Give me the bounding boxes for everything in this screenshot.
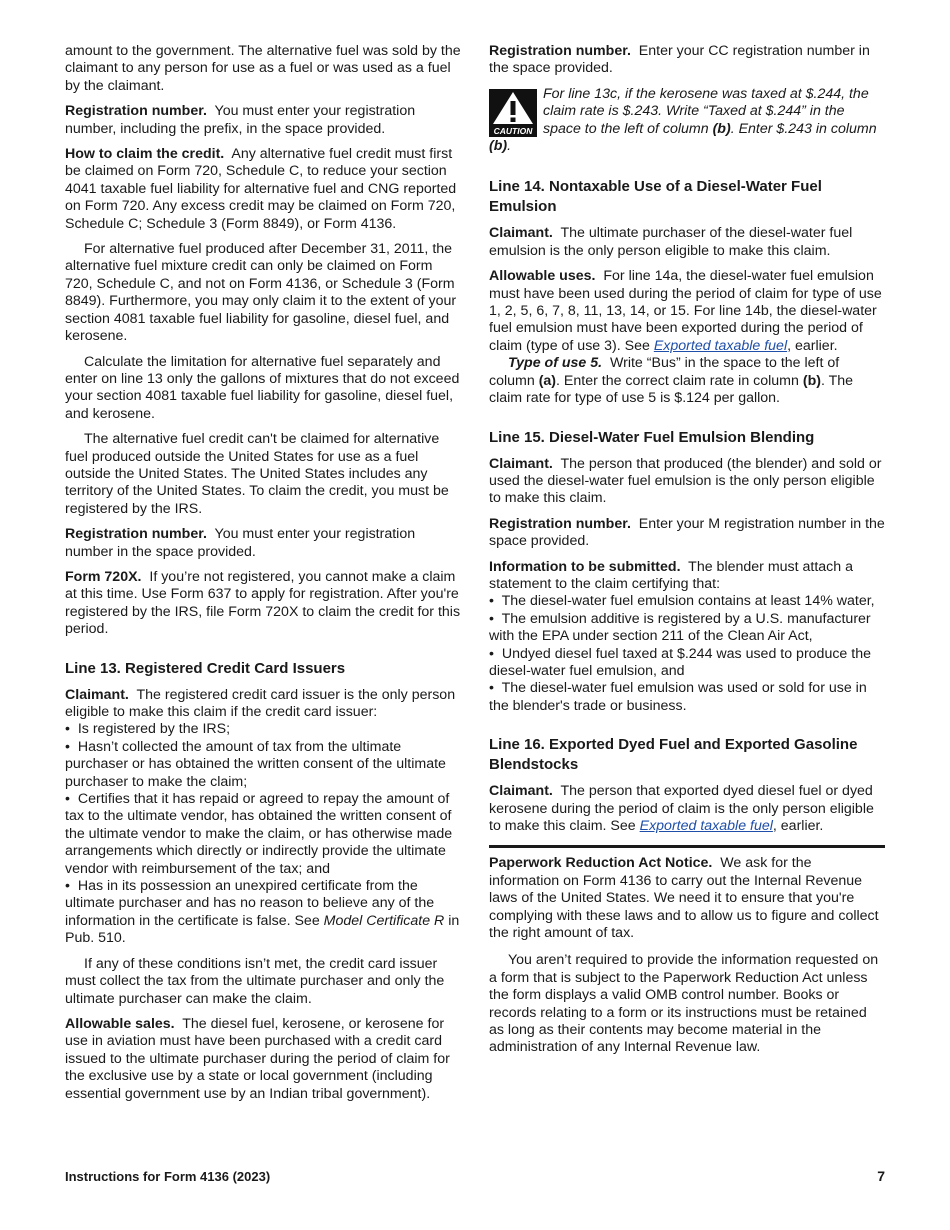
how-to-claim-paragraph <box>65 146 462 233</box>
section-heading-line-15: Line 15. Diesel-Water Fuel Emulsion Blending <box>489 428 815 446</box>
paragraph-text: We ask for the information on Form 4136 to carry out the Internal Revenue laws of the United States. We need it to ensure that you're complying with these laws and to allow us to figure and collect the right amount of tax. <box>489 855 879 942</box>
left-column <box>65 43 462 1111</box>
claimant-paragraph <box>489 783 885 835</box>
column-ref: (b) <box>489 138 508 155</box>
allowable-uses-paragraph <box>489 268 885 355</box>
bullet-text: Is registered by the IRS; <box>77 721 231 738</box>
page-number: 7 <box>877 1168 885 1184</box>
run-in-heading: Paperwork Reduction Act Notice. <box>489 855 713 872</box>
model-certificate-reference: Model Certificate R <box>323 912 445 929</box>
paragraph-text: The person that produced (the blender) and sold or used the diesel-water fuel emulsion is the only person eligible to make this claim. <box>489 455 882 507</box>
paragraph-text: Write “Bus” in the space to the left of column <box>489 355 840 389</box>
paragraph: If any of these conditions isn’t met, the credit card issuer must collect the tax from the ultimate purchaser and only the ultimate purchaser can make the claim. <box>65 955 445 1007</box>
paragraph: The alternative fuel credit can't be claimed for alternative fuel produced outside the United States for use as a fuel outside the United States. The United States includes any territory of the United States. To claim the credit, you must be registered by the IRS. <box>65 431 449 517</box>
information-paragraph <box>489 559 885 716</box>
bullet-text: Undyed diesel fuel taxed at $.244 was used to produce the diesel-water fuel emulsion, and <box>489 645 871 679</box>
right-column <box>489 43 885 1065</box>
paragraph-text: , earlier. <box>772 818 824 834</box>
section-divider <box>489 845 885 848</box>
paragraph-text: You must enter your registration number in the space provided. <box>65 526 416 560</box>
claimant-paragraph <box>65 687 462 948</box>
run-in-heading: Claimant. <box>65 686 129 703</box>
run-in-heading: Claimant. <box>489 225 553 242</box>
paragraph-text: You must enter your registration number, including the prefix, in the space provided. <box>65 103 416 137</box>
bullet-item: • Has in its possession an unexpired certificate from the ultimate purchaser and has no reason to believe any of the information in the certificate is false. See Model Certificate R in Pub. 510. <box>65 878 460 947</box>
paragraph-text: Any alternative fuel credit must first be claimed on Form 720, Schedule C, to reduce your section 4041 taxable fuel liability for alternative fuel and CNG reported on Form 720. Any excess credit may be claimed on Form 720, Schedule C; Schedule 3 (Form 8849), or Form 4136. <box>65 146 457 232</box>
paragraph-text: . The claim rate for type of use 5 is $.124 per gallon. <box>489 372 854 407</box>
caution-text: . <box>507 138 512 155</box>
registration-paragraph <box>489 516 885 551</box>
caution-icon <box>489 89 537 137</box>
bullet-item: • Is registered by the IRS; <box>65 721 231 738</box>
exported-taxable-fuel-link[interactable]: Exported taxable fuel <box>653 337 788 354</box>
paragraph-text: The blender must attach a statement to the claim certifying that: <box>489 558 853 592</box>
bullet-text: Has in its possession an unexpired certificate from the ultimate purchaser and has no reason to believe any of the information in the certificate is false. See <box>65 878 435 929</box>
section-heading-line-16: Line 16. Exported Dyed Fuel and Exported Gasoline Blendstocks <box>489 736 858 774</box>
caution-text: . Enter $.243 in column <box>730 120 877 137</box>
paragraph: For alternative fuel produced after December 31, 2011, the alternative fuel mixture credit can only be claimed on Form 720, Schedule C, and not on Form 4136, or Schedule 3 (Form 8849). Furthermore, you may only claim it to the extent of your section 4081 taxable fuel liability for gasoline, diesel fuel, and kerosene. <box>65 241 457 345</box>
run-in-heading: Allowable uses. <box>489 268 596 285</box>
bullet-item: • The diesel-water fuel emulsion was used or sold for use in the blender's trade or business. <box>489 680 867 714</box>
allowable-sales-paragraph <box>65 1016 462 1103</box>
bullet-text: Hasn’t collected the amount of tax from the ultimate purchaser or has obtained the written consent of the ultimate purchaser to make the claim; <box>65 738 446 790</box>
bullet-item: • Hasn’t collected the amount of tax from the ultimate purchaser or has obtained the written consent of the ultimate purchaser to make the claim; <box>65 738 446 790</box>
claimant-paragraph <box>489 456 885 508</box>
caution-note <box>489 86 885 156</box>
paragraph: Calculate the limitation for alternative fuel separately and enter on line 13 only the gallons of mixtures that do not exceed your section 4081 taxable fuel liability for gasoline, diesel fuel, and kerosene. <box>65 353 460 422</box>
column-ref: (b) <box>712 120 731 137</box>
paragraph-text: . Enter the correct claim rate in column <box>556 372 803 389</box>
bullet-text: Certifies that it has repaid or agreed to repay the amount of tax to the ultimate vendor, has obtained the written consent of the ultimate vendor to make the claim, or has otherwise made arrangements which directly or indirectly provide the ultimate vendor with reimbursement of the tax; and <box>65 791 453 877</box>
bullet-item: • Certifies that it has repaid or agreed to repay the amount of tax to the ultimate vendor, has obtained the written consent of the ultimate vendor to make the claim, or has otherwise made arrangements which directly or indirectly provide the ultimate vendor with reimbursement of the tax; and <box>65 791 453 877</box>
bullet-item: • The diesel-water fuel emulsion contains at least 14% water, <box>489 593 875 610</box>
column-ref: (b) <box>802 372 821 389</box>
claimant-paragraph <box>489 225 885 260</box>
paragraph-text: The diesel fuel, kerosene, or kerosene for use in aviation must have been purchased with a credit card issued to the ultimate purchaser during the period of claim for the exclusive use by a state or local government (including essential government use by an Indian tribal government). <box>65 1015 450 1102</box>
footer-title: Instructions for Form 4136 (2023) <box>65 1169 271 1184</box>
run-in-heading: Registration number. <box>65 103 207 120</box>
bullet-text: The diesel-water fuel emulsion contains at least 14% water, <box>501 593 875 610</box>
bullet-item: • Undyed diesel fuel taxed at $.244 was used to produce the diesel-water fuel emulsion, and <box>489 645 871 679</box>
bullet-item: • The emulsion additive is registered by a U.S. manufacturer with the EPA under section 211 of the Clean Air Act, <box>489 610 871 645</box>
paragraph-text: For line 14a, the diesel-water fuel emulsion must have been used during the period of claim for type of use 1, 2, 5, 6, 7, 8, 11, 13, 14, or 15. For line 14b, the diesel-water fuel emulsion must have been exported during the period of claim (type of use 3). See <box>489 268 882 354</box>
paragraph-text: The ultimate purchaser of the diesel-water fuel emulsion is the only person eligible to make this claim. <box>489 225 853 259</box>
paragraph-text: , earlier. <box>787 337 838 354</box>
bullet-text: The emulsion additive is registered by a U.S. manufacturer with the EPA under section 211 of the Clean Air Act, <box>489 610 871 645</box>
registration-paragraph <box>65 526 462 561</box>
registration-paragraph <box>489 43 885 78</box>
caution-icon-label: CAUTION <box>493 125 533 136</box>
run-in-heading: Claimant. <box>489 783 553 800</box>
run-in-heading: Form 720X. <box>65 568 142 585</box>
run-in-heading: Registration number. <box>489 515 631 532</box>
run-in-heading: Registration number. <box>65 526 207 543</box>
run-in-heading: Registration number. <box>489 43 631 59</box>
run-in-heading: Type of use 5. <box>508 355 603 372</box>
paragraph: amount to the government. The alternative fuel was sold by the claimant to any person for use as a fuel or was used as a fuel by the claimant. <box>65 43 461 94</box>
paragraph-text: The person that exported dyed diesel fuel or dyed kerosene during the period of claim is the only person eligible to make this claim. See <box>489 783 874 834</box>
form-720x-paragraph <box>65 569 462 639</box>
section-heading-line-13: Line 13. Registered Credit Card Issuers <box>65 659 346 677</box>
paperwork-reduction-paragraph <box>489 855 885 942</box>
paragraph: You aren’t required to provide the information requested on a form that is subject to the Paperwork Reduction Act unless the form displays a valid OMB control number. Books or records relating to a form or its instructions must be retained as long as their contents may become material in the administration of any Internal Revenue law. <box>489 952 879 1056</box>
type-of-use-5-paragraph <box>489 355 885 407</box>
column-ref: (a) <box>538 372 557 389</box>
bullet-text: The diesel-water fuel emulsion was used or sold for use in the blender's trade or business. <box>489 680 867 714</box>
exported-taxable-fuel-link[interactable]: Exported taxable fuel <box>639 818 773 834</box>
section-heading-line-14: Line 14. Nontaxable Use of a Diesel-Water Fuel Emulsion <box>489 178 822 216</box>
run-in-heading: How to claim the credit. <box>65 146 225 163</box>
caution-text: For line 13c, if the kerosene was taxed at $.244, the claim rate is $.243. Write “Taxed at $.244” in the space to the left of column <box>543 85 869 137</box>
run-in-heading: Claimant. <box>489 455 553 472</box>
run-in-heading: Allowable sales. <box>65 1015 175 1032</box>
bullet-text: in Pub. 510. <box>65 912 460 947</box>
paragraph-text: If you’re not registered, you cannot make a claim at this time. Use Form 637 to apply for registration. After you're registered by the IRS, file Form 720X to claim the credit for this period. <box>65 568 461 638</box>
registration-paragraph <box>65 103 462 138</box>
paragraph-text: Enter your CC registration number in the space provided. <box>489 43 870 77</box>
run-in-heading: Information to be submitted. <box>489 558 681 575</box>
paragraph-text: The registered credit card issuer is the only person eligible to make this claim if the credit card issuer: <box>65 686 456 720</box>
paragraph-text: Enter your M registration number in the space provided. <box>489 515 885 550</box>
